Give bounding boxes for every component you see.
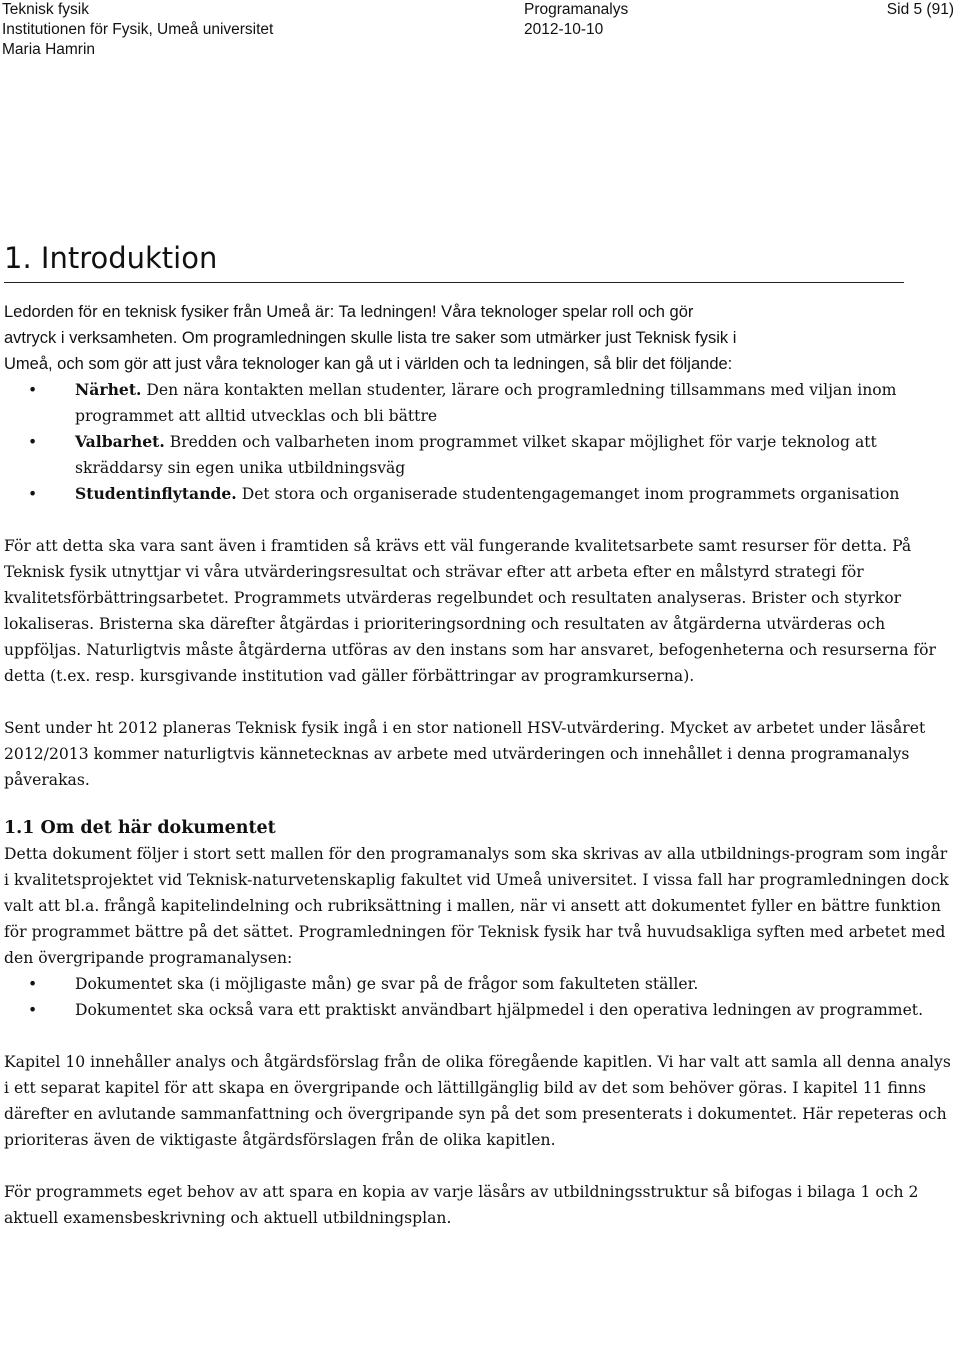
- spacer: [4, 793, 954, 815]
- intro-paragraph: [4, 299, 954, 377]
- keyword-list: [4, 377, 954, 507]
- header-program: Teknisk fysik: [2, 1, 89, 18]
- page-header: [0, 0, 960, 62]
- list-item-text: Det stora och organiserade studentengagemanget inom programmets organisation: [236, 485, 900, 503]
- intro-line-1: Ledorden för en teknisk fysiker från Umeå är: Ta ledningen! Våra teknologer spelar roll och gör: [4, 303, 694, 321]
- quality-paragraph: För att detta ska vara sant även i framtiden så krävs ett väl fungerande kvalitetsarbete samt resurser för detta. På Teknisk fysik utnyttjar vi våra utvärderingsresultat och strävar efter att arbeta efter en målstyrd strategi för kvalitetsförbättringsarbetet. Programmets utvärderas regelbundet och resultaten analyseras. Brister och styrkor lokaliseras. Bristerna ska därefter åtgärdas i prioriteringsordning och resultaten av åtgärderna utvärderas och uppföljas. Naturligtvis måste åtgärderna utföras av den instans som har ansvaret, befogenheterna och resurserna för detta (t.ex. resp. kursgivande institution vad gäller förbättringar av programkurserna).: [4, 537, 936, 685]
- header-right: [887, 0, 954, 20]
- header-left: [2, 0, 273, 60]
- spacer: [4, 507, 954, 533]
- header-center: [524, 0, 628, 40]
- list-item: [4, 429, 954, 481]
- list-item-text: Bredden och valbarheten inom programmet vilket skapar möjlighet för varje teknolog att skräddarsy sin egen unika utbildningsväg: [75, 433, 877, 477]
- appendix-paragraph: För programmets eget behov av att spara en kopia av varje läsårs av utbildningsstruktur så bifogas i bilaga 1 och 2 aktuell examensbeskrivning och aktuell utbildningsplan.: [4, 1183, 919, 1227]
- list-item-term: Närhet.: [75, 380, 142, 399]
- spacer: [4, 689, 954, 715]
- spacer: [4, 1023, 954, 1049]
- header-institution: Institutionen för Fysik, Umeå universitet: [2, 21, 274, 38]
- document-body: [4, 238, 954, 1231]
- header-date: 2012-10-10: [524, 21, 604, 38]
- purpose-list: [4, 971, 954, 1023]
- list-item: [4, 481, 954, 507]
- subsection-heading: 1.1 Om det här dokumentet: [4, 818, 276, 838]
- header-doc-title: Programanalys: [524, 1, 629, 18]
- list-item: • Dokumentet ska också vara ett praktiskt användbart hjälpmedel i den operativa ledningen av programmet.: [4, 997, 954, 1023]
- section-heading: 1. Introduktion: [4, 238, 904, 283]
- list-item: [4, 377, 954, 429]
- list-item-text: Den nära kontakten mellan studenter, lärare och programledning tillsammans med viljan inom programmet att alltid utvecklas och bli bättre: [75, 381, 897, 425]
- header-author: Maria Hamrin: [2, 41, 96, 58]
- list-item: • Dokumentet ska (i möjligaste mån) ge svar på de frågor som fakulteten ställer.: [4, 971, 954, 997]
- list-item-term: Studentinflytande.: [75, 484, 237, 503]
- chapter-paragraph: Kapitel 10 innehåller analys och åtgärdsförslag från de olika föregående kapitlen. Vi har valt att samla all denna analys i ett separat kapitel för att skapa en övergripande och lättillgänglig bild av det som behöver göras. I kapitel 11 finns därefter en avlutande sammanfattning och övergripande syn på det som presenterats i dokumentet. Här repeteras och prioriteras även de viktigaste åtgärdsförslagen från de olika kapitlen.: [4, 1053, 951, 1149]
- intro-line-2: avtryck i verksamheten. Om programledningen skulle lista tre saker som utmärker just Teknisk fysik i: [4, 329, 737, 347]
- document-paragraph: Detta dokument följer i stort sett mallen för den programanalys som ska skrivas av alla utbildnings-program som ingår i kvalitetsprojektet vid Teknisk-naturvetenskaplig fakultet vid Umeå universitet. I vissa fall har programledningen dock valt att bl.a. frångå kapitelindelning och rubriksättning i mallen, när vi ansett att dokumentet fyller en bättre funktion för programmet bättre på det sättet. Programledningen för Teknisk fysik har två huvudsakliga syften med arbetet med den övergripande programanalysen:: [4, 845, 949, 967]
- list-item-term: Valbarhet.: [75, 432, 165, 451]
- page-number: Sid 5 (91): [886, 1, 954, 18]
- evaluation-paragraph: Sent under ht 2012 planeras Teknisk fysik ingå i en stor nationell HSV-utvärdering. Mycket av arbetet under läsåret 2012/2013 kommer naturligtvis kännetecknas av arbete med utvärderingen och innehållet i denna programanalys påverakas.: [4, 719, 926, 789]
- spacer: [4, 1153, 954, 1179]
- intro-line-3: Umeå, och som gör att just våra teknologer kan gå ut i världen och ta ledningen, så blir det följande:: [4, 355, 733, 373]
